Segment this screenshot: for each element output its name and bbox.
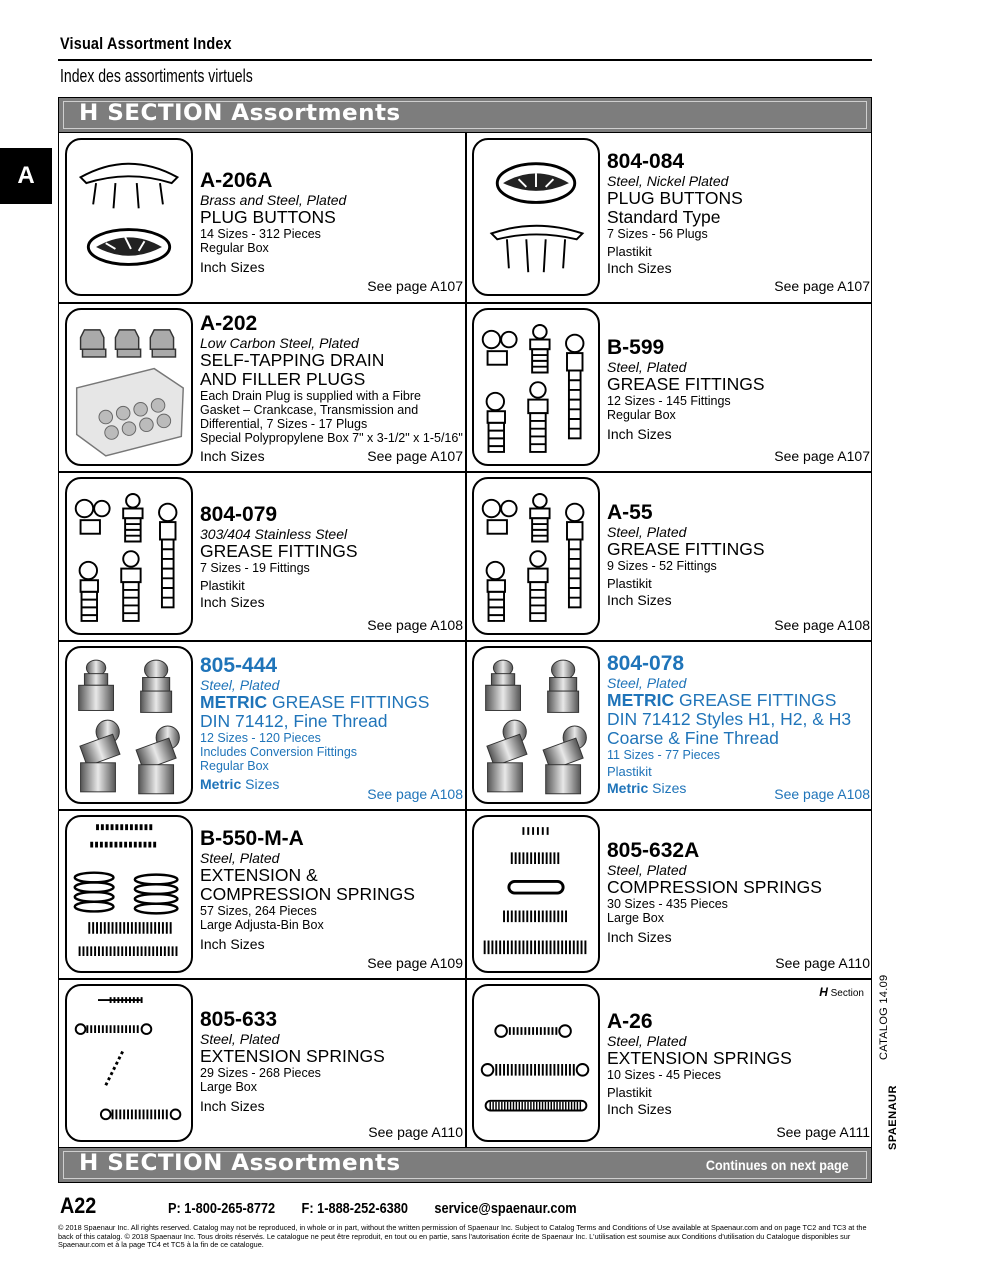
product-sizes: Inch Sizes (607, 1101, 672, 1117)
product-detail: Includes Conversion Fittings (200, 745, 358, 759)
product-cell-a26[interactable] (466, 979, 872, 1148)
see-page-link[interactable]: See page A107 (774, 448, 870, 464)
product-title: Coarse & Fine Thread (607, 728, 779, 748)
product-detail: 30 Sizes - 435 Pieces (607, 897, 728, 911)
product-title: SELF-TAPPING DRAIN (200, 350, 385, 370)
product-sizes: Sizes (245, 776, 280, 792)
extension-springs-image (65, 984, 193, 1142)
banner-title: H SECTION Assortments (79, 1151, 401, 1176)
springs-image (65, 815, 193, 973)
product-detail: 12 Sizes - 120 Pieces (200, 731, 321, 745)
see-page-link[interactable]: See page A108 (774, 786, 870, 802)
product-detail: Gasket – Crankcase, Transmission and (200, 403, 419, 417)
banner-title: H SECTION Assortments (79, 101, 401, 126)
product-title: GREASE FITTINGS (607, 539, 765, 559)
product-cell-804-079[interactable] (59, 472, 465, 641)
product-code: A-206A (200, 169, 273, 192)
product-code: 805-633 (200, 1008, 278, 1031)
product-code: 804-084 (607, 150, 685, 173)
h-section-label: H Section (819, 985, 864, 999)
see-page-link[interactable]: See page A110 (368, 1124, 463, 1140)
product-sizes: Sizes (652, 780, 687, 796)
fax-number: F: 1-888-252-6380 (301, 1201, 408, 1217)
spaenaur-logo: SPAENAUR (887, 1085, 899, 1150)
product-material: Steel, Plated (200, 677, 280, 693)
product-material: Steel, Plated (607, 862, 687, 878)
product-title: COMPRESSION SPRINGS (200, 884, 415, 904)
product-material: Steel, Plated (607, 675, 687, 691)
product-detail: 11 Sizes - 77 Pieces (607, 748, 721, 762)
product-detail: 14 Sizes - 312 Pieces (200, 227, 321, 241)
product-cell-804-078[interactable] (466, 641, 872, 810)
phone-number[interactable]: P: 1-800-265-8772 (168, 1201, 276, 1217)
page-number: A22 (60, 1193, 97, 1218)
header-title-en: Visual Assortment Index (60, 34, 232, 53)
metric-label: METRIC (200, 692, 268, 712)
product-material: Steel, Plated (607, 359, 687, 375)
product-cell-805-633[interactable] (59, 979, 465, 1148)
product-code: A-26 (607, 1010, 653, 1033)
product-sizes: Inch Sizes (200, 936, 265, 952)
product-title: DIN 71412 Styles H1, H2, & H3 (607, 709, 852, 729)
product-title: AND FILLER PLUGS (200, 369, 366, 389)
product-detail: Differential, 7 Sizes - 17 Plugs (200, 417, 368, 431)
product-cell-804-084[interactable] (466, 133, 872, 302)
product-code: A-55 (607, 501, 653, 524)
product-sizes: Inch Sizes (607, 426, 672, 442)
product-material: Steel, Plated (200, 850, 280, 866)
product-detail: 29 Sizes - 268 Pieces (200, 1066, 321, 1080)
product-sizes: Inch Sizes (200, 259, 265, 275)
product-packaging: Plastikit (607, 764, 652, 779)
section-banner-top (58, 97, 872, 133)
product-sizes: Inch Sizes (607, 260, 672, 276)
product-code: 805-632A (607, 839, 700, 862)
email-link[interactable]: service@spaenaur.com (434, 1201, 577, 1217)
extension-springs-image (472, 984, 600, 1142)
product-cell-b599[interactable] (466, 303, 872, 472)
product-detail: Regular Box (200, 759, 269, 773)
catalog-version: CATALOG 14.09 (878, 974, 890, 1060)
see-page-link[interactable]: See page A108 (367, 786, 463, 802)
product-detail: Large Box (200, 1080, 257, 1094)
product-title: EXTENSION & (200, 865, 318, 885)
see-page-link[interactable]: See page A107 (367, 278, 463, 294)
product-title: PLUG BUTTONS (607, 188, 743, 208)
product-material: Steel, Plated (607, 1033, 687, 1049)
header-rule (58, 59, 872, 61)
product-title: GREASE FITTINGS (678, 690, 837, 710)
product-sizes: Inch Sizes (200, 594, 265, 610)
product-title: GREASE FITTINGS (271, 692, 430, 712)
metric-grease-fittings-image (65, 646, 193, 804)
product-packaging: Plastikit (200, 578, 245, 593)
product-code: 804-078 (607, 652, 685, 675)
product-cell-a202[interactable] (59, 303, 465, 472)
product-detail: Large Adjusta-Bin Box (200, 918, 324, 932)
product-material: Steel, Nickel Plated (607, 173, 729, 189)
product-detail: 7 Sizes - 56 Plugs (607, 227, 708, 241)
compression-springs-image (472, 815, 600, 973)
product-cell-a206a[interactable] (59, 133, 465, 302)
product-detail: 10 Sizes - 45 Pieces (607, 1068, 721, 1082)
product-title: DIN 71412, Fine Thread (200, 711, 388, 731)
product-packaging: Plastikit (607, 244, 652, 259)
metric-sizes-label: Metric (200, 776, 242, 792)
metric-label: METRIC (607, 690, 675, 710)
drain-plugs-image (65, 308, 193, 466)
product-code: A-202 (200, 312, 258, 335)
product-title: EXTENSION SPRINGS (607, 1048, 792, 1068)
product-material: Steel, Plated (607, 524, 687, 540)
continues-next-page[interactable]: Continues on next page (706, 1157, 849, 1173)
product-code: 804-079 (200, 503, 278, 526)
plug-buttons-image (472, 138, 600, 296)
product-title: GREASE FITTINGS (607, 374, 765, 394)
product-sizes: Inch Sizes (607, 592, 672, 608)
product-packaging: Plastikit (607, 1085, 652, 1100)
product-packaging: Plastikit (607, 576, 652, 591)
product-code: 805-444 (200, 654, 278, 677)
section-banner-bottom (58, 1147, 872, 1183)
product-cell-a55[interactable] (466, 472, 872, 641)
contact-info (168, 1201, 600, 1217)
product-material: Brass and Steel, Plated (200, 192, 347, 208)
product-detail: Large Box (607, 911, 664, 925)
see-page-link[interactable]: See page A110 (775, 955, 870, 971)
product-detail: 7 Sizes - 19 Fittings (200, 561, 310, 575)
product-title: Standard Type (607, 207, 721, 227)
product-sizes: Inch Sizes (200, 1098, 265, 1114)
metric-sizes-label: Metric (607, 780, 649, 796)
product-cell-b550-m-a[interactable] (59, 810, 465, 979)
grease-fittings-image (472, 308, 600, 466)
grease-fittings-image (472, 477, 600, 635)
see-page-link[interactable]: See page A108 (367, 617, 463, 633)
section-tab[interactable]: A (0, 148, 52, 204)
product-sizes: Inch Sizes (607, 929, 672, 945)
grease-fittings-image (65, 477, 193, 635)
plug-buttons-image (65, 138, 193, 296)
product-title: PLUG BUTTONS (200, 207, 336, 227)
product-material: 303/404 Stainless Steel (200, 526, 348, 542)
see-page-link[interactable]: See page A109 (367, 955, 463, 971)
product-sizes: Inch Sizes (200, 448, 265, 464)
see-page-link[interactable]: See page A111 (776, 1124, 870, 1140)
product-cell-805-444[interactable] (59, 641, 465, 810)
legal-notice: © 2018 Spaenaur Inc. All rights reserved. Catalog may not be reproduced, in whole or in part, without the written permission of Spaenaur Inc. Subject to Catalog Terms and Conditions of Use available at Spaenaur.com and on page TC2 and TC3 at the back of this catalog. © 2018 Spaenaur Inc. Tous droits réservés. Le catalogue ne peut être reproduit, en tout ou en partie, sans l'autorisation écrite de Spaenaur Inc. L'utilisation est soumise aux Conditions d'utilisation du Catalogue disponibles sur Spaenaur.com et à la page TC4 et TC5 à la fin de ce catalogue. (58, 1223, 867, 1250)
product-title: COMPRESSION SPRINGS (607, 877, 822, 897)
product-detail: Each Drain Plug is supplied with a Fibre (200, 389, 421, 403)
metric-grease-fittings-image (472, 646, 600, 804)
product-title: EXTENSION SPRINGS (200, 1046, 385, 1066)
product-material: Low Carbon Steel, Plated (200, 335, 359, 351)
product-detail: 9 Sizes - 52 Fittings (607, 559, 717, 573)
see-page-link[interactable]: See page A108 (774, 617, 870, 633)
product-detail: Special Polypropylene Box 7" x 3-1/2" x 1-5/16" (200, 431, 463, 445)
product-detail: 57 Sizes, 264 Pieces (200, 904, 317, 918)
product-detail: 12 Sizes - 145 Fittings (607, 394, 731, 408)
see-page-link[interactable]: See page A107 (367, 448, 463, 464)
see-page-link[interactable]: See page A107 (774, 278, 870, 294)
product-detail: Regular Box (607, 408, 676, 422)
product-code: B-599 (607, 336, 665, 359)
product-cell-805-632a[interactable] (466, 810, 872, 979)
product-title: GREASE FITTINGS (200, 541, 358, 561)
product-detail: Regular Box (200, 241, 269, 255)
product-code: B-550-M-A (200, 827, 304, 850)
header-title-fr: Index des assortiments virtuels (60, 66, 253, 86)
product-material: Steel, Plated (200, 1031, 280, 1047)
